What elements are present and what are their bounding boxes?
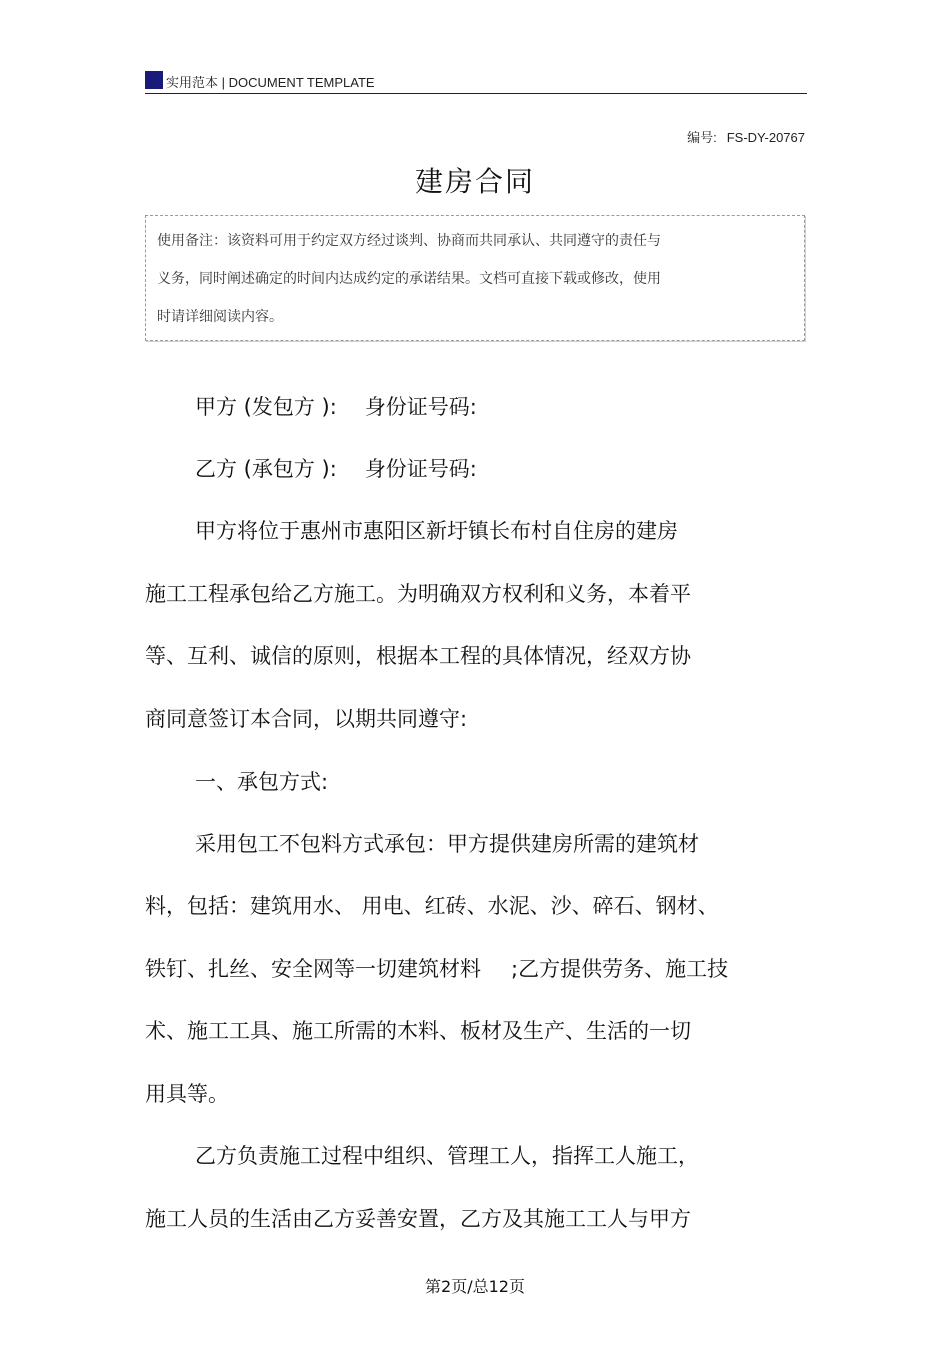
party-a-id-label: 身份证号码: <box>364 395 477 419</box>
page-footer: 第2页/总12页 <box>425 1277 525 1296</box>
header-separator: | <box>221 75 226 90</box>
body-line: 施工工程承包给乙方施工。为明确双方权利和义务，本着平 <box>145 582 691 606</box>
logo-square-icon <box>145 71 163 89</box>
page-title: 建房合同 <box>414 165 535 198</box>
body-line: 用具等。 <box>145 1082 229 1106</box>
note-line: 使用备注：该资料可用于约定双方经过谈判、协商而共同承认、共同遵守的责任与 <box>157 233 661 249</box>
body-line: 施工人员的生活由乙方妥善安置，乙方及其施工工人与甲方 <box>145 1207 691 1231</box>
body-line: 乙方负责施工过程中组织、管理工人，指挥工人施工， <box>195 1144 699 1168</box>
party-a-label: 甲方 (发包方 ): <box>195 395 337 419</box>
body-line: 等、互利、诚信的原则，根据本工程的具体情况，经双方协 <box>145 644 691 668</box>
section-heading: 一、承包方式: <box>195 770 329 794</box>
header-brand: 实用范本 <box>166 75 219 90</box>
header-text <box>166 72 375 91</box>
body-line-part: ;乙方提供劳务、施工技 <box>511 957 729 981</box>
document-header <box>145 70 807 94</box>
party-b-line <box>195 453 477 483</box>
usage-note-box <box>145 215 805 341</box>
party-b-label: 乙方 (承包方 ): <box>195 457 337 481</box>
body-line: 料，包括：建筑用水、 用电、红砖、水泥、沙、碎石、钢材、 <box>145 894 719 918</box>
party-a-line <box>195 391 477 421</box>
note-line: 时请详细阅读内容。 <box>157 309 283 325</box>
body-line: 商同意签订本合同，以期共同遵守: <box>145 707 468 731</box>
note-line: 义务，同时阐述确定的时间内达成约定的承诺结果。文档可直接下载或修改，使用 <box>157 271 661 287</box>
doc-number-value: FS-DY-20767 <box>726 130 805 145</box>
body-line: 甲方将位于惠州市惠阳区新圩镇长布村自住房的建房 <box>195 519 678 543</box>
body-line-part: 铁钉、扎丝、安全网等一切建筑材料 <box>145 957 481 981</box>
document-number <box>687 127 805 146</box>
body-line <box>145 953 728 983</box>
header-subtitle: DOCUMENT TEMPLATE <box>228 75 375 90</box>
body-line: 术、施工工具、施工所需的木料、板材及生产、生活的一切 <box>145 1019 691 1043</box>
body-line: 采用包工不包料方式承包：甲方提供建房所需的建筑材 <box>195 832 699 856</box>
doc-number-label: 编号: <box>687 130 717 145</box>
party-b-id-label: 身份证号码: <box>364 457 477 481</box>
